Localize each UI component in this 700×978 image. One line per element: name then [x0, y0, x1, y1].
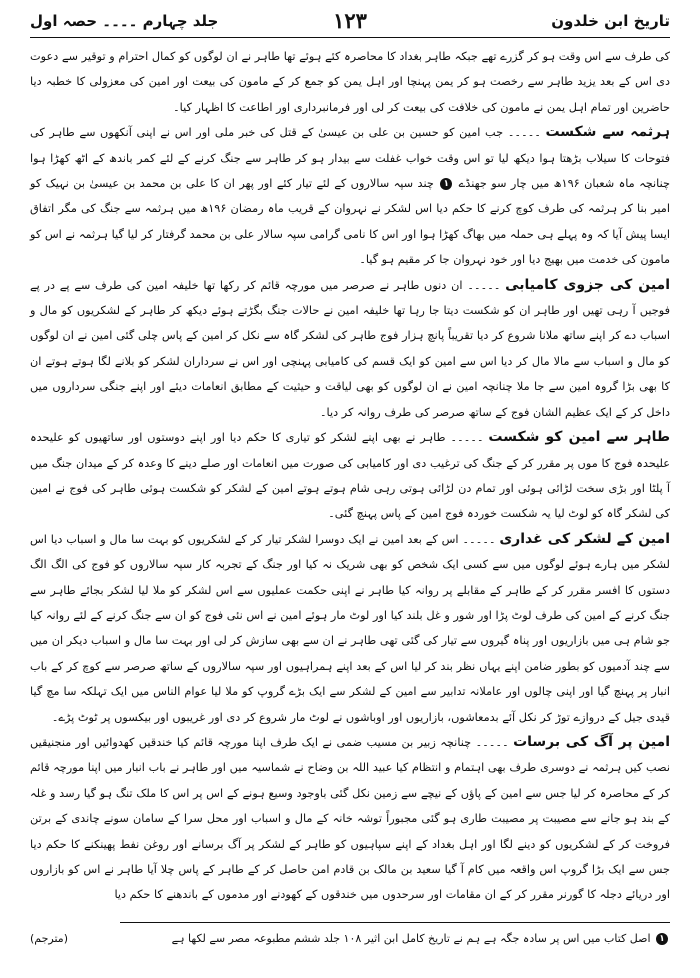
paragraph [30, 527, 670, 730]
paragraph [30, 425, 670, 527]
paragraph [30, 44, 670, 120]
page-header [30, 8, 670, 34]
book-title: تاریخ ابن خلدون [551, 12, 670, 30]
paragraph [30, 120, 670, 272]
section-heading: امین کی جزوی کامیابی [505, 276, 671, 293]
section-heading: امین پر آگ کی برسات [513, 733, 671, 750]
paragraph-text: ۔۔۔۔۔ طاہر نے بھی اپنے لشکر کو تیاری کا حکم دیا اور اپنے دوستوں اور ساتھیوں کو علیحدہ علیحدہ فوج کا موں پر مقرر کر کے جنگ کی ترغیب دی اور کامیابی کی صورت میں انعامات اور صلے دینے کا وعدہ کر کے میدان جنگ میں آ پلٹا اور بڑی سخت لڑائی ہوئی اور تمام دن لڑائی ہوتی رہی شام ہوتے ہوتے امین کے لشکر کو شکست ہوئی طاہر کی فوج نے امین کی لشکر گاہ کو لوٹ لیا یہ شکست خوردہ فوج امین کے پاس پہنچ گئی۔ [30, 431, 670, 521]
page-body [30, 44, 670, 908]
paragraph-text: کی طرف سے اس وقت ہو کر گزرے تھے جبکہ طاہر بغداد کا محاصرہ کئے ہوئے تھا طاہر نے ان لوگوں کو کمال احترام و توقیر سے دعوت دی اس کے بعد یزید طاہر سے رخصت ہو کر یمن پہنچا اور اہل یمن کو جمع کر کے مامون کی بیعت اور امین کی معزولی کا خطبہ دیا حاضرین اور تمام اہل یمن نے مامون کی خلافت کی بیعت کر لی اور فرمانبرداری اور اطاعت کا اظہار کیا۔ [30, 50, 670, 114]
paragraph-text: ۔۔۔۔۔ ان دنوں طاہر نے صرصر میں مورچہ قائم کر رکھا تھا خلیفہ امین کی طرف سے پے در پے فوجیں آ رہی تھیں اور طاہر ان کو شکست دیتا جا رہا تھا خلیفہ امین نے حالات جنگ بگڑتے ہوئے دیکھ کر طاہر کے لشکریوں کو مال و اسباب دے کر اپنے ساتھ ملانا شروع کر دیا تقریباً پانچ ہزار فوج طاہر کی لشکر گاہ سے نکل کر امین کے پاس چلی گئی امین نے ان لوگوں کو مال و اسباب سے مالا مال کر دیا اس سے امین کو ایک قسم کی کامیابی پہنچی اور اس نے سرداران لشکر کو بلانے لگا ہوتے ہوتے ان کا بھی بڑا گروہ امین سے جا ملا چنانچہ امین نے ان لوگوں کو بھی لیاقت و حیثیت کے مطابق انعامات دیئے اور اپنے جنگی سرداروں میں داخل کر کے ایک عظیم الشان فوج کے ساتھ صرصر کی طرف روانہ کر دیا۔ [30, 278, 670, 419]
header-rule [30, 37, 670, 38]
section-heading: طاہر سے امین کو شکست [488, 429, 671, 446]
section-heading: امین کے لشکر کی غداری [499, 530, 670, 547]
footnote-attribution: (مترجم) [30, 932, 68, 945]
volume-label: جلد چہارم ۔۔۔۔ حصہ اول [30, 12, 219, 30]
paragraph [30, 730, 670, 908]
paragraph-text: ۔۔۔۔۔ چنانچہ زبیر بن مسیب ضمی نے ایک طرف اپنا مورچہ قائم کیا خندقیں کھدوائیں اور منجنیقیں نصب کیں ہرثمہ نے دوسری طرف بھی اہتمام و انتظام کیا عبید اللہ بن وضاح نے شماسیہ میں اور طاہر نے باب انبار میں اپنا مورچہ قائم کر کے محاصرہ کر لیا جس سے امین کے پاؤں کے نیچے سے زمین نکل گئی باوجود وسیع ہونے کے اس پر اس کا ملک تنگ ہو گیا رسد و غلہ کے بند ہو جانے سے مصیبت پر مصیبت طاری ہو گئی مجبوراً توشہ خانہ کے مال و اسباب اور محل سرا کے سامان سونے چاندی کے برتن فروخت کر کے لشکریوں کو دینے لگا اور اہل بغداد کے اپنے سپاہیوں کو طاہر کے لشکر پر آگ برسانے اور روغن نفط پھینکنے کا حکم دیا جس سے ایک بڑا گروپ اس واقعہ میں کام آ گیا سعید بن مالک بن قادم امن حاصل کر کے طاہر کے پاس چلا آیا طاہر نے اس کو بازاروں اور دریائے دجلہ کا گورنر مقرر کر کے ان مقامات اور سرحدوں میں خندقوں کے کھودنے اور مدموں کے باندھنے کا حکم دیا [30, 735, 670, 902]
section-heading: ہرثمہ سے شکست [545, 124, 671, 141]
paragraph [30, 273, 670, 425]
paragraph-text: ۔۔۔۔۔ جب امین کو حسین بن علی بن عیسیٰ کے قتل کی خبر ملی اور اس نے اپنی آنکھوں سے طاہر کی فتوحات کا سیلاب بڑھتا ہوا دیکھ لیا تو اس وقت خواب غفلت سے بیدار ہو کر طاہر سے جنگ کرنے کے لئے کمر باندھ کے اٹھ کھڑا ہوا چنانچہ ماہ شعبان ۱۹۶ھ میں چار سو جھنڈے [30, 126, 670, 191]
page-number: ۱۲۳ [333, 8, 367, 33]
footnote-marker[interactable]: ۱ [440, 178, 452, 190]
footnote-text: اصل کتاب میں اس پر سادہ جگہ ہے ہم نے تاریخ کامل ابن اثیر ۱۰۸ جلد ششم مطبوعہ مصر سے لکھا ہے [171, 932, 651, 945]
paragraph-text: چند سپہ سالاروں کے لئے تیار کئے اور پھر ان کا علی بن محمد بن عیسیٰ بن نہیک کو امیر بنا کر ہرثمہ کی طرف کوچ کرنے کا حکم دیا اس لشکر نے نہروان کے قریب ماہ رمضان ۱۹۶ھ میں ہرثمہ سے جنگ کی مگر اتفاق ایسا پیش آیا کہ وہ پہلے ہی حملہ میں بھاگ کھڑا ہوا اور اس کا نامی گرامی سپہ سالار علی بن محمد گرفتار کر لیا گیا ہرثمہ نے اس کو مامون کی خدمت میں بھیج دیا اور خود نہروان جا کر مقیم ہو گیا۔ [30, 177, 670, 267]
footnote-marker: ۱ [656, 933, 668, 945]
footnote-rule [120, 922, 670, 923]
paragraph-text: ۔۔۔۔۔ اس کے بعد امین نے ایک دوسرا لشکر تیار کر کے لشکریوں کو بہت سا مال و اسباب دیا اس لشکر میں ہارے ہوئے لوگوں میں سے کسی ایک شخص کو بھی شریک نہ کیا اور جنگ کے تجربہ کار سپہ سالاروں کو فوج کی الگ الگ دستوں کا افسر مقرر کر کے طاہر کے مقابلے پر روانہ کیا طاہر نے اپنی حکمت عملیوں سے اس لشکر کو ملا لیا لشکر بجائے طاہر سے جنگ کرنے کے امین کی طرف لوٹ پڑا اور شور و غل بلند کیا اور لوٹ مار ہوئے امین نے اس نئی فوج کو ان سے جنگ کرنے کے لئے روانہ کیا جو شام ہی میں بازاریوں اور پناہ گیروں سے تیار کی گئی تھی طاہر نے ان سے بھی سازش کر لی اور بہت سا مال و اسباب دیکر ان میں سے چند آدمیوں کو بطور ضامن اپنے یہاں نظر بند کر لیا اس کے بعد اپنے ہمراہیوں اور سپہ سالاروں کے ساتھ صرصر سے کوچ کر کے باب انبار پر پہنچ گیا اور اپنی چالوں اور عاملانہ تدابیر سے امین کے لشکر سے ایک بڑے گروپ کو ملا لیا عوام الناس میں ایک تہلکہ سا مچ گیا قیدی جیل کے دروازے توڑ کر نکل آئے بدمعاشوں، بازاریوں اور اوباشوں نے لوٹ مار شروع کر دی اور غریبوں اور بیکسوں پر ٹوٹ پڑے۔ [30, 532, 670, 724]
footnote [30, 928, 670, 950]
